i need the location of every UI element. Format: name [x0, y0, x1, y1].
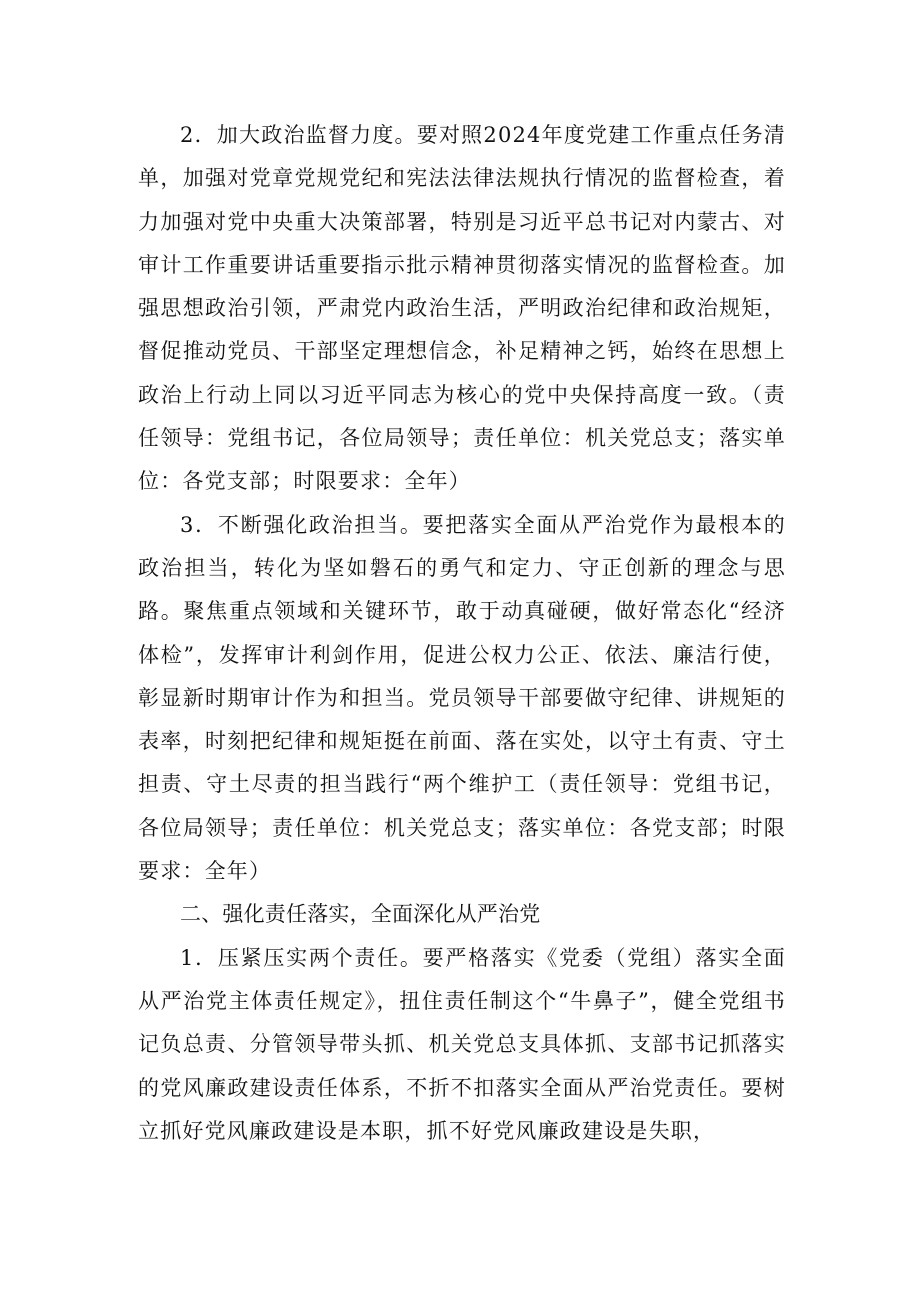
paragraph-political-responsibility: 3．不断强化政治担当。要把落实全面从严治党作为最根本的政治担当，转化为坚如磐石的勇气和定力、守正创新的理念与思路。聚焦重点领域和关键环节，敢于动真碰硬，做好常态化“经济体检”，发挥审计利剑作用，促进公权力公正、依法、廉洁行使，彰显新时期审计作为和担当。党员领导干部要做守纪律、讲规矩的表率，时刻把纪律和规矩挺在前面、落在实处，以守土有责、守土担责、守土尽责的担当践行“两个维护工（责任领导：党组书记，各位局领导；责任单位：机关党总支；落实单位：各党支部；时限要求：全年） [138, 512, 786, 884]
document-body [138, 114, 786, 1153]
paragraph-political-supervision: 2．加大政治监督力度。要对照2024年度党建工作重点任务清单，加强对党章党规党纪和宪法法律法规执行情况的监督检查，着力加强对党中央重大决策部署，特别是习近平总书记对内蒙古、对审计工作重要讲话重要指示批示精神贯彻落实情况的监督检查。加强思想政治引领，严肃党内政治生活，严明政治纪律和政治规矩，督促推动党员、干部坚定理想信念，补足精神之钙，始终在思想上政治上行动上同以习近平同志为核心的党中央保持高度一致。（责任领导：党组书记，各位局领导；责任单位：机关党总支；落实单位：各党支部；时限要求：全年） [138, 123, 786, 494]
section-heading: 二、强化责任落实，全面深化从严治党 [180, 902, 541, 927]
paragraph-two-responsibilities: 1．压紧压实两个责任。要严格落实《党委（党组）落实全面从严治党主体责任规定》，扭住责任制这个“牛鼻子”，健全党组书记负总责、分管领导带头抓、机关党总支具体抓、支部书记抓落实的党风廉政建设责任体系，不折不扣落实全面从严治党责任。要树立抓好党风廉政建设是本职，抓不好党风廉政建设是失职， [138, 945, 786, 1143]
